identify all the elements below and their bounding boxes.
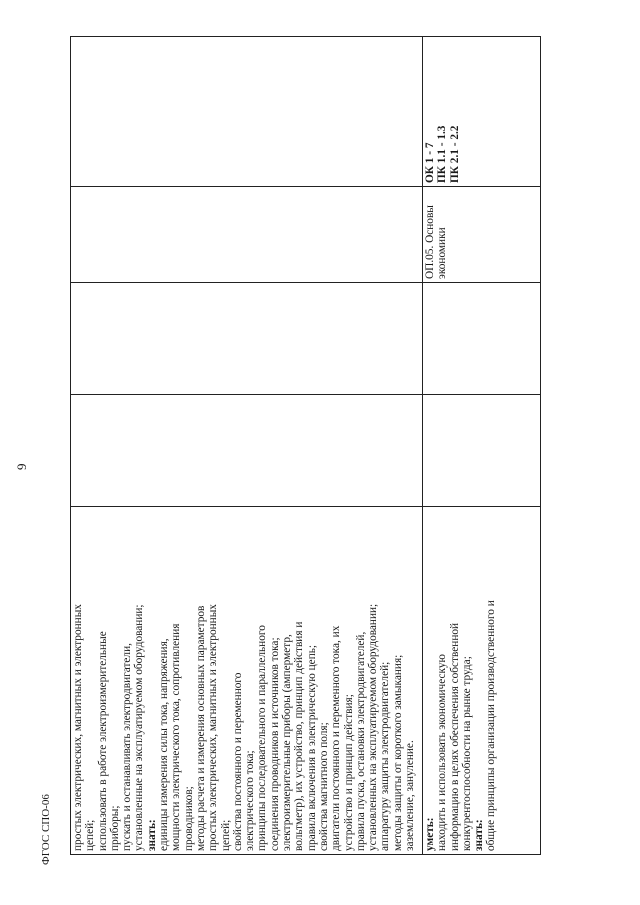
req-line: аппаратуру защиты электродвигателей; bbox=[379, 661, 392, 851]
hours-cell bbox=[71, 395, 423, 507]
page-number: 9 bbox=[14, 463, 29, 470]
req-line: электрического тока; bbox=[244, 750, 257, 851]
req-line: свойства постоянного и переменного bbox=[231, 672, 244, 851]
code-line: ПК 1.1 - 1.3 bbox=[436, 125, 449, 183]
codes-cell bbox=[71, 37, 423, 187]
req-line: цепей; bbox=[219, 819, 232, 851]
req-line: установленных на эксплуатируемом оборудовании; bbox=[367, 603, 380, 851]
req-line: цепей; bbox=[84, 819, 97, 851]
req-line: свойства магнитного поля; bbox=[317, 722, 330, 851]
footer-code: ФГОС СПО-06 bbox=[40, 794, 52, 865]
discipline-cell bbox=[71, 187, 423, 283]
req-line: информацию в целях обеспечения собственной bbox=[448, 622, 461, 851]
req-line: правила включения в электрическую цепь; bbox=[305, 644, 318, 851]
code-line: ОК 1 - 7 bbox=[424, 142, 436, 183]
hours-cell bbox=[423, 283, 541, 395]
req-line: соединения проводников и источников тока; bbox=[268, 637, 281, 851]
req-line: общие принципы организации производственного и bbox=[485, 600, 498, 851]
req-line: электроизмерительные приборы (амперметр, bbox=[281, 634, 294, 851]
codes-cell bbox=[423, 37, 541, 187]
table-row bbox=[423, 37, 541, 855]
competency-table bbox=[70, 36, 541, 855]
table-row bbox=[71, 37, 423, 855]
requirements-cell bbox=[423, 507, 541, 855]
req-line: пускать и останавливать электродвигатели, bbox=[121, 643, 134, 851]
req-line: методы защиты от короткого замыкания; bbox=[391, 654, 404, 851]
req-line: приборы; bbox=[108, 805, 121, 851]
code-line: ПК 2.1 - 2.2 bbox=[448, 125, 461, 183]
req-line: находить и использовать экономическую bbox=[436, 654, 449, 851]
req-line: методы расчета и измерения основных параметров bbox=[194, 605, 207, 851]
req-line: двигатели постоянного и переменного тока, их bbox=[330, 625, 343, 851]
req-line: единицы измерения силы тока, напряжения, bbox=[158, 638, 171, 851]
req-heading: уметь: bbox=[424, 817, 436, 851]
requirements-cell bbox=[71, 507, 423, 855]
req-line: заземление, зануление. bbox=[404, 740, 417, 851]
req-line: простых электрических, магнитных и электронных bbox=[207, 604, 220, 851]
req-heading: знать: bbox=[473, 819, 486, 851]
req-line: проводников; bbox=[182, 786, 195, 851]
req-line: конкурентоспособности на рынке труда; bbox=[460, 656, 473, 851]
req-line: вольтметр), их устройство, принцип действия и bbox=[293, 621, 306, 851]
req-heading: знать: bbox=[145, 819, 158, 851]
req-line: правила пуска, остановки электродвигателей, bbox=[354, 631, 367, 851]
hours-cell bbox=[423, 395, 541, 507]
rotated-table-wrapper bbox=[70, 37, 540, 855]
req-line: использовать в работе электроизмерительные bbox=[96, 631, 109, 851]
req-line: простых электрических, магнитных и электронных bbox=[72, 604, 84, 851]
hours-cell bbox=[71, 283, 423, 395]
req-line: мощности электрического тока, сопротивления bbox=[170, 623, 183, 851]
req-line: устройство и принцип действия; bbox=[342, 694, 355, 851]
req-line: установленные на эксплуатируемом оборудовании; bbox=[133, 604, 146, 851]
req-line: принципы последовательного и параллельного bbox=[256, 625, 269, 851]
discipline-cell: ОП.05. Основы экономики bbox=[423, 187, 541, 283]
